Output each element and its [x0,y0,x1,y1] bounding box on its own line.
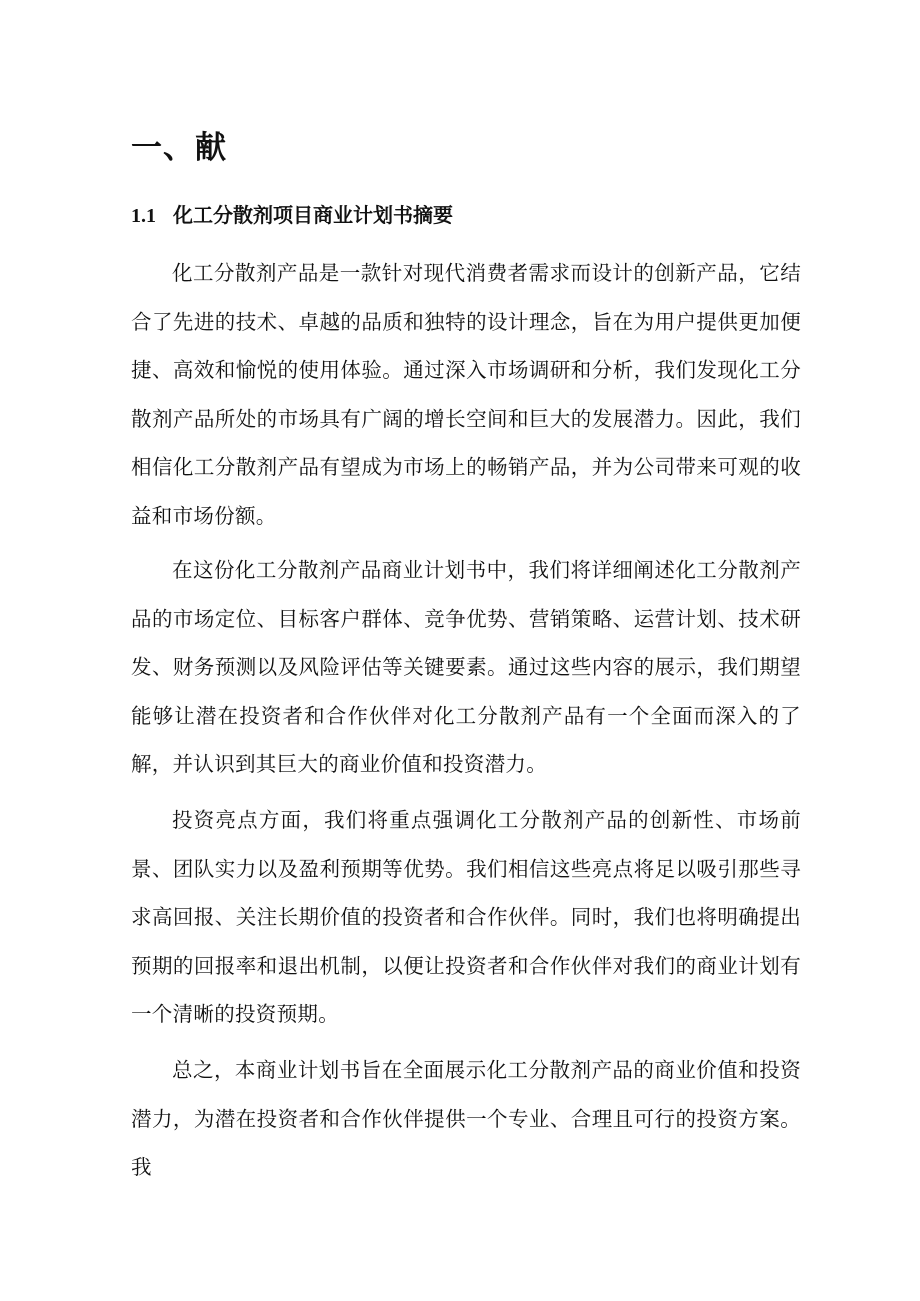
paragraph-plan-contents: 在这份化工分散剂产品商业计划书中，我们将详细阐述化工分散剂产品的市场定位、目标客户群体、竞争优势、营销策略、运营计划、技术研发、财务预测以及风险评估等关键要素。通过这些内容的展示，我们期望能够让潜在投资者和合作伙伴对化工分散剂产品有一个全面而深入的了解，并认识到其巨大的商业价值和投资潜力。 [131,558,801,776]
paragraph-summary: 化工分散剂产品是一款针对现代消费者需求而设计的创新产品，它结合了先进的技术、卓越的品质和独特的设计理念，旨在为用户提供更加便捷、高效和愉悦的使用体验。通过深入市场调研和分析，我们发现化工分散剂产品所处的市场具有广阔的增长空间和巨大的发展潜力。因此，我们相信化工分散剂产品有望成为市场上的畅销产品，并为公司带来可观的收益和市场份额。 [131,261,801,528]
paragraph-conclusion: 总之，本商业计划书旨在全面展示化工分散剂产品的商业价值和投资潜力，为潜在投资者和合作伙伴提供一个专业、合理且可行的投资方案。我 [131,1058,801,1179]
paragraph-investment-highlights: 投资亮点方面，我们将重点强调化工分散剂产品的创新性、市场前景、团队实力以及盈利预期等优势。我们相信这些亮点将足以吸引那些寻求高回报、关注长期价值的投资者和合作伙伴。同时，我们也将明确提出预期的回报率和退出机制，以便让投资者和合作伙伴对我们的商业计划有一个清晰的投资预期。 [131,808,801,1026]
section-number: 1.1 [131,205,156,227]
section-heading [131,197,453,234]
section-title: 化工分散剂项目商业计划书摘要 [173,203,453,227]
chapter-title: 一、献 [131,130,227,166]
